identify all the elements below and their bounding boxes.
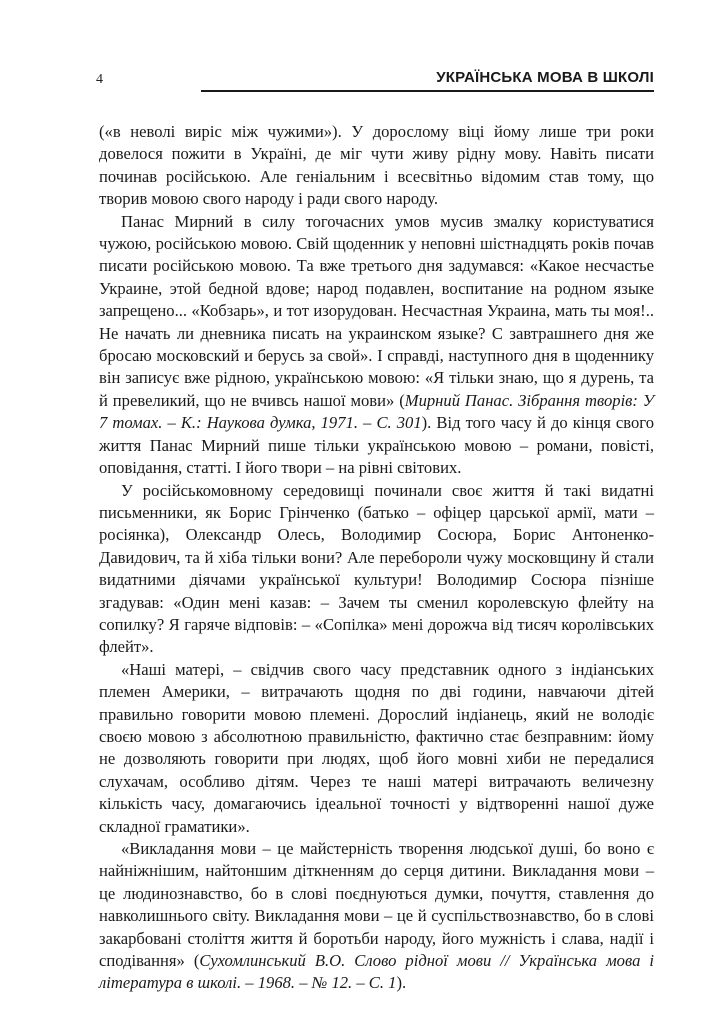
paragraph	[99, 838, 654, 995]
paragraph	[99, 659, 654, 838]
paragraph	[99, 211, 654, 480]
paragraph	[99, 480, 654, 659]
paragraph-text: Панас Мирний в силу тогочасних умов мусив змалку користуватися чужою, російською мовою. Свій щоденник у неповні шістнадцять років почав писати російською мовою. Та вже третього дня задумався: «Какое несчастье Украине, этой бедной вдове; народ подавлен, воспитание на родном языке запрещено... «Кобзарь», и тот изорудован. Несчастная Украина, мать ты моя!.. Не начать ли дневника писать на украинском языке? С завтрашнего дня же бросаю московский и берусь за свой». І справді, наступного дня в щоденнику він записує вже рідною, українською мовою: «Я тільки знаю, що я дурень, та й превеликий, що не вчивсь нашої мови» (	[99, 211, 654, 410]
citation-text: Сухомлинський В.О. Слово рідної мови // Українська мова і література в школі. – 1968. – № 12. – С. 1	[99, 951, 655, 993]
running-title: УКРАЇНСЬКА МОВА В ШКОЛІ	[436, 69, 654, 86]
header-rule	[201, 90, 654, 92]
body-text	[99, 121, 654, 995]
paragraph	[99, 121, 654, 211]
citation-text: Мирний Панас. Зібрання творів: У 7 томах. – К.: Наукова думка, 1971. – С. 301	[99, 390, 654, 433]
paragraph-text: ). Від того часу й до кінця свого життя Панас Мирний пише тільки українською мовою – романи, повісті, оповідання, статті. І його твори – на рівні світових.	[99, 413, 654, 478]
paragraph-text: У російськомовному середовищі починали своє життя й такі видатні письменники, як Борис Грінченко (батько – офіцер царської армії, мати – росіянка), Олександр Олесь, Володимир Сосюра, Борис Антоненко-Давидович, та й хіба тільки вони? Але переборoли чужу московщину й стали видатними діячами української культури! Володимир Сосюра пізніше згадував: «Один мені казав: – Зачем ты сменил королевскую флейту на сопилку? Я гаряче відповів: – «Сопілка» мені дорожча від тисяч королівських флейт».	[99, 480, 654, 657]
paragraph-text: («в неволі виріс між чужими»). У дорослому віці йому лише три роки довелося пожити в Україні, де міг чути живу рідну мову. Навіть писати починав російською. Але геніальним і всесвітньо відомим став тому, що творив мовою свого народу і ради свого народу.	[99, 122, 654, 209]
paragraph-text: «Наші матері, – свідчив свого часу представник одного з індіанських племен Америки, – витрачають щодня по дві години, навчаючи дітей правильно говорити мовою племені. Дорослий індіанець, який не володіє своєю мовою з абсолютною правильністю, фактично стає безправним: йому не дозволяють говорити при людях, щоб його мовні хиби не передалися слухачам, особливо дітям. Через те наші матері витрачають величезну кількість часу, домагаючись ідеальної точності у відтворенні нашої дуже складної граматики».	[99, 659, 654, 836]
paragraph-text: ).	[396, 973, 407, 993]
page-number: 4	[96, 72, 103, 87]
paragraph-text: «Викладання мови – це майстерність творення людської душі, бо воно є найніжнішим, найтоншим діткненням до серця дитини. Викладання мови – це людинознавство, бо в слові поєднуються думки, почуття, ставлення до навколишнього світу. Викладання мови – це й суспільствознавство, бо в слові закарбовані століття життя й боротьби народу, його мужність і слава, надії і сподівання» (	[99, 839, 654, 971]
